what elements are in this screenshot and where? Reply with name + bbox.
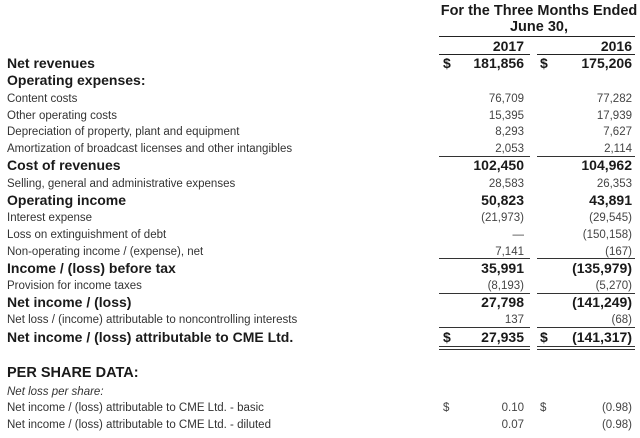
value-2016: (167)	[605, 246, 632, 258]
value-2016: 43,891	[589, 192, 632, 208]
value-2017: 35,991	[481, 260, 524, 276]
year-2017-header: 2017	[492, 38, 524, 54]
subtotal-rule	[537, 293, 635, 294]
value-2016: 175,206	[581, 55, 632, 71]
value-2016: (5,270)	[595, 280, 632, 292]
value-2016: (141,249)	[572, 294, 632, 310]
total-double-rule	[439, 349, 530, 350]
value-2017: 28,583	[488, 178, 524, 190]
currency-symbol: $	[443, 329, 451, 345]
value-2016: (0.98)	[601, 419, 632, 431]
row-label: Provision for income taxes	[7, 280, 142, 292]
value-2016: (135,979)	[572, 260, 632, 276]
subtotal-rule	[439, 156, 530, 157]
year-2016-header: 2016	[600, 38, 632, 54]
subtotal-rule	[537, 327, 635, 328]
value-2017: 137	[504, 314, 524, 326]
value-2017: 8,293	[495, 126, 524, 138]
row-label: Cost of revenues	[7, 157, 121, 173]
value-2017: 0.10	[501, 402, 524, 414]
period-header: For the Three Months Ended June 30,	[440, 3, 638, 35]
total-double-rule	[537, 349, 635, 350]
subtotal-rule	[439, 258, 530, 259]
row-label: Depreciation of property, plant and equipment	[7, 126, 240, 138]
row-label: Net income / (loss) attributable to CME Ltd. - diluted	[7, 419, 271, 431]
value-2016: 2,114	[604, 143, 632, 155]
subtotal-rule	[537, 156, 635, 157]
value-2017: (21,973)	[481, 212, 524, 224]
row-label: Content costs	[7, 93, 78, 105]
currency-symbol: $	[540, 329, 548, 345]
value-2017: 27,935	[481, 329, 524, 345]
value-2016: (0.98)	[601, 402, 632, 414]
value-2016: 17,939	[596, 110, 632, 122]
value-2016: (68)	[611, 314, 632, 326]
value-2017: 7,141	[495, 246, 524, 258]
value-2017: 2,053	[495, 143, 524, 155]
row-label: Net loss / (income) attributable to noncontrolling interests	[7, 314, 298, 326]
value-2017: 0.07	[501, 419, 524, 431]
value-2017: 15,395	[488, 110, 524, 122]
row-label: Interest expense	[7, 212, 93, 224]
total-double-rule	[439, 346, 530, 347]
value-2016: (141,317)	[572, 329, 632, 345]
row-label: Non-operating income / (expense), net	[7, 246, 204, 258]
value-2017: 76,709	[488, 93, 524, 105]
row-label: Net income / (loss)	[7, 294, 132, 310]
currency-symbol: $	[540, 55, 548, 71]
row-label: Net revenues	[7, 55, 95, 71]
currency-symbol: $	[443, 402, 450, 414]
value-2016: 104,962	[581, 157, 632, 173]
value-2016: 77,282	[596, 93, 632, 105]
row-label: Income / (loss) before tax	[7, 260, 176, 276]
value-2016: (29,545)	[589, 212, 632, 224]
row-label: Amortization of broadcast licenses and other intangibles	[7, 143, 293, 155]
value-2017: 181,856	[473, 55, 524, 71]
per-share-subtitle: Net loss per share:	[7, 386, 104, 398]
subtotal-rule	[439, 293, 530, 294]
subtotal-rule	[439, 327, 530, 328]
row-label: Selling, general and administrative expenses	[7, 178, 236, 190]
value-2017: —	[512, 229, 524, 241]
total-double-rule	[537, 346, 635, 347]
value-2016: 7,627	[603, 126, 632, 138]
per-share-title: PER SHARE DATA:	[7, 365, 139, 381]
row-label: Other operating costs	[7, 110, 117, 122]
row-label: Loss on extinguishment of debt	[7, 229, 167, 241]
value-2017: (8,193)	[487, 280, 524, 292]
value-2016: (150,158)	[582, 229, 632, 241]
value-2017: 27,798	[481, 294, 524, 310]
row-label: Operating income	[7, 192, 127, 208]
header-rule	[439, 36, 635, 37]
currency-symbol: $	[540, 402, 547, 414]
row-label: Net income / (loss) attributable to CME Ltd.	[7, 329, 294, 345]
value-2016: 26,353	[596, 178, 632, 190]
row-label: Net income / (loss) attributable to CME Ltd. - basic	[7, 402, 264, 414]
subtotal-rule	[537, 258, 635, 259]
currency-symbol: $	[443, 55, 451, 71]
value-2017: 50,823	[481, 192, 524, 208]
row-label: Operating expenses:	[7, 72, 146, 88]
value-2017: 102,450	[473, 157, 524, 173]
